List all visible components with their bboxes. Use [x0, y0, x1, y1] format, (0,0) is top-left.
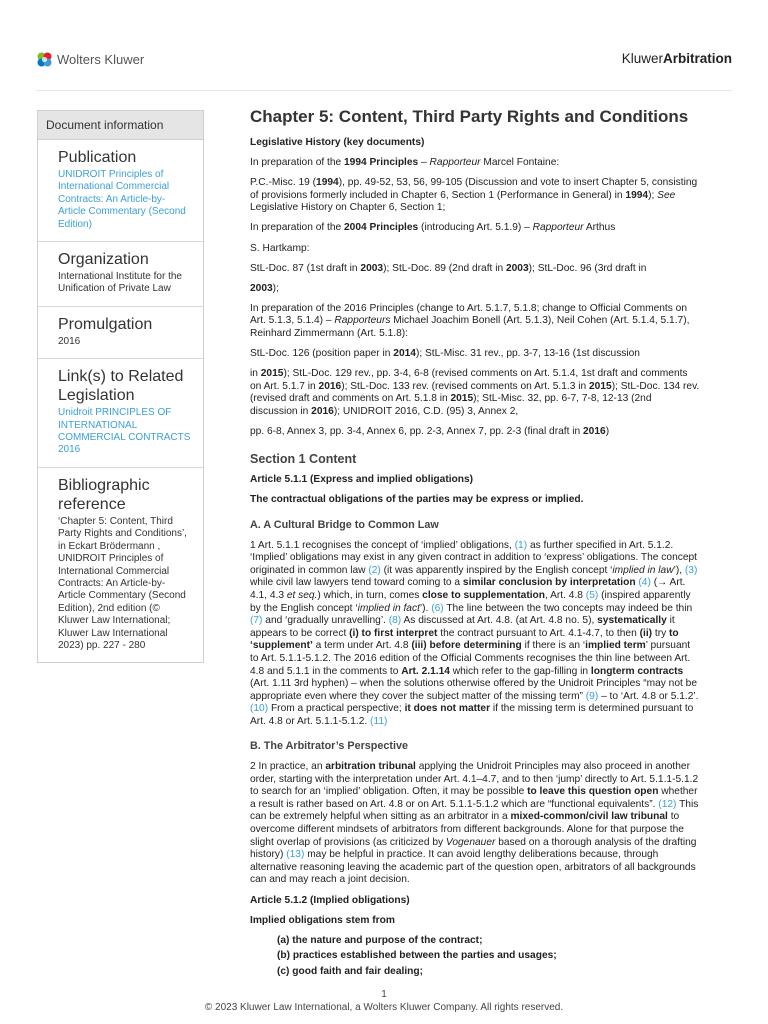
paragraph-1: 1 Art. 5.1.1 recognises the concept of ‘implied’ obligations, (1) as further specified in Art. 5.1.2. ‘Implied’ obligations may exist in any given contract in addition to ‘express’ obligations. The concept originated in common law (2) (it was apparently inspired by the English concept ‘implied in law’), (3) while civil law lawyers tend toward coming to a similar conclusion by interpretation (4) (→ Art. 4.1, 4.3 et seq.) which, in turn, comes close to supplementation, Art. 4.8 (5) (inspired apparently by the English concept ‘implied in fact’). (6) The line between the two concepts may indeed be thin (7) and ‘gradually unravelling’. (8) As discussed at Art. 4.8. (at Art. 4.8 no. 5), systematically it appears to be correct (i) to first interpret the contract pursuant to Art. 4.1-4.7, to then (ii) try to ‘supplement’ a term under Art. 4.8 (iii) before determining if there is an ‘implied term’ pursuant to Art. 5.1.1-5.1.2. The 2016 edition of the Official Comments recognises the thin line between Art. 4.8 and 5.1.1 in the comments to Art. 2.1.14 which refer to the gap-filling in longterm contracts (Art. 1.11 3rd hyphen) – when the solutions otherwise offered by the Unidroit Principles “may not be appropriate even where they cover the subject matter of the missing term” (9) – to ‘Art. 4.8 or 5.1.2’. (10) From a practical perspective; it does not matter if the missing term is determined pursuant to Art. 4.8 or Art. 5.1.1-5.1.2. (11)	[250, 539, 699, 727]
footnote-link[interactable]: (8)	[388, 615, 402, 627]
chapter-title: Chapter 5: Content, Third Party Rights and Conditions	[250, 107, 689, 126]
footnote-link[interactable]: (9)	[585, 690, 599, 702]
publication-title: Publication	[58, 149, 137, 166]
brand-bold: Arbitration	[663, 51, 732, 66]
footnote-link[interactable]: (11)	[370, 715, 388, 727]
promulgation-title: Promulgation	[58, 315, 153, 333]
leg-para-7: In preparation of the 2016 Principles (change to Art. 5.1.7, 5.1.8; change to Official Comments on Art. 5.1.3, 5.1.4) – Rapporteurs Michael Joachim Bonell (Art. 5.1.3), Neil Cohen (Art. 5.1.4, 5.1.7), Reinhard Zimmermann (Art. 5.1.8):	[250, 302, 690, 340]
page-footer	[0, 988, 768, 1014]
list-item: (c) good faith and fair dealing;	[277, 965, 424, 977]
main-content	[250, 106, 700, 981]
bibliographic-title: Bibliographic reference	[58, 476, 150, 513]
article-511-heading: Article 5.1.1 (Express and implied obligations)	[250, 474, 474, 486]
leg-para-2: P.C.-Misc. 19 (1994), pp. 49-52, 53, 56, 99-105 (Discussion and vote to insert Chapter 5, consisting of provisions formerly included in Chapter 6, Section 1 (Performance in General) in 1994); See Legislative History on Chapter 6, Section 1;	[250, 177, 698, 214]
section-1-heading: Section 1 Content	[250, 451, 357, 466]
wolters-kluwer-logo-icon	[36, 51, 53, 68]
footnote-link[interactable]: (13)	[286, 849, 305, 861]
leg-para-4: S. Hartkamp:	[250, 242, 310, 254]
kluwer-arbitration-brand[interactable]	[622, 51, 732, 66]
leg-para-3: In preparation of the 2004 Principles (introducing Art. 5.1.9) – Rapporteur Arthus	[250, 222, 616, 234]
copyright-text: © 2023 Kluwer Law International, a Wolters Kluwer Company. All rights reserved.	[204, 1002, 564, 1013]
subsection-a-heading: A. A Cultural Bridge to Common Law	[250, 518, 439, 531]
article-512-intro: Implied obligations stem from	[250, 914, 395, 926]
top-bar	[36, 48, 732, 91]
footnote-link[interactable]: (3)	[684, 564, 698, 576]
bibliographic-section	[38, 468, 203, 662]
subsection-b-heading: B. The Arbitrator’s Perspective	[250, 740, 409, 753]
legislative-history-heading: Legislative History (key documents)	[250, 137, 425, 148]
page-number: 1	[381, 989, 387, 1000]
brand-prefix: Kluwer	[621, 51, 663, 66]
leg-para-10: pp. 6-8, Annex 3, pp. 3-4, Annex 6, pp. 2-3, Annex 7, pp. 2-3 (final draft in 2016)	[250, 426, 610, 438]
article-512-heading: Article 5.1.2 (Implied obligations)	[250, 894, 410, 906]
organization-section	[38, 242, 203, 307]
list-item: (a) the nature and purpose of the contract;	[277, 934, 483, 946]
footnote-link[interactable]: (5)	[585, 589, 599, 601]
document-info-sidebar	[37, 110, 204, 663]
footnote-link[interactable]: (2)	[368, 564, 381, 576]
article-512-list	[277, 935, 700, 979]
logo-text: Wolters Kluwer	[57, 52, 145, 67]
publication-section	[38, 140, 203, 242]
leg-para-1: In preparation of the 1994 Principles – Rapporteur Marcel Fontaine:	[250, 157, 560, 169]
article-511-text: The contractual obligations of the parties may be express or implied.	[250, 494, 584, 506]
bibliographic-text: ‘Chapter 5: Content, Third Party Rights and Conditions’, in Eckart Brödermann , UNIDROIT Principles of International Commercial Contracts: An Article-by-Article Commentary (Second Edition), 2nd edition (© Kluwer Law International; Kluwer Law International 2023) pp. 227 - 280	[58, 515, 187, 651]
leg-para-6: 2003);	[250, 282, 279, 294]
footnote-link[interactable]: (7)	[250, 615, 263, 627]
leg-para-5: StL-Doc. 87 (1st draft in 2003); StL-Doc. 89 (2nd draft in 2003); StL-Doc. 96 (3rd draft in	[250, 262, 647, 274]
footnote-link[interactable]: (1)	[514, 539, 528, 551]
leg-para-9: in 2015); StL-Doc. 129 rev., pp. 3-4, 6-8 (revised comments on Art. 5.1.4, 1st draft and comments on Art. 5.1.7 in 2016); StL-Doc. 133 rev. (revised comments on Art. 5.1.3 in 2015); StL-Doc. 134 rev. (revised draft and comments on Art. 5.1.8 in 2015); StL-Misc. 32, pp. 6-7, 7-8, 12-13 (2nd discussion in 2016); UNIDROIT 2016, C.D. (95) 3, Annex 2,	[250, 368, 700, 417]
footnote-link[interactable]: (10)	[250, 703, 269, 715]
publication-link[interactable]: UNIDROIT Principles of International Commercial Contracts: An Article-by-Article Commentary (Second Edition)	[58, 169, 186, 230]
promulgation-section	[38, 307, 203, 359]
related-legislation-section	[38, 359, 203, 468]
footnote-link[interactable]: (4)	[638, 577, 651, 589]
wolters-kluwer-logo[interactable]	[36, 51, 144, 68]
organization-title: Organization	[58, 251, 149, 269]
footnote-link[interactable]: (6)	[431, 602, 444, 614]
footnote-link[interactable]: (12)	[658, 798, 677, 810]
paragraph-2: 2 In practice, an arbitration tribunal applying the Unidroit Principles may also proceed in another order, starting with the interpretation under Art. 4.1–4.7, and to then ‘jump’ directly to Art. 5.1.1-5.1.2 to search for an ‘implied’ obligation. Often, it may be possible to leave this question open whether a result is rather based on Art. 4.8 or on Art. 5.1.1-5.1.2 which are “functional equivalents”. (12) This can be extremely helpful when sitting as an arbitrator in a mixed-common/civil law tribunal to overcome different mindsets of arbitrators from different backgrounds. Alone for that purpose the slight overlap of provisions (as criticized by Vogenauer based on a thorough analysis of the drafting history) (13) may be helpful in practice. It can avoid lengthy deliberations because, through alternative reasoning leaving the academic part of the question open, arbitrators of all backgrounds can and may reach a joint decision.	[250, 761, 699, 886]
promulgation-text: 2016	[58, 335, 81, 347]
related-legislation-link[interactable]: Unidroit PRINCIPLES OF INTERNATIONAL COMMERCIAL CONTRACTS 2016	[58, 407, 191, 456]
sidebar-heading: Document information	[38, 111, 203, 140]
related-legislation-title: Link(s) to Related Legislation	[58, 368, 184, 405]
leg-para-8: StL-Doc. 126 (position paper in 2014); StL-Misc. 31 rev., pp. 3-7, 13-16 (1st discussion	[250, 348, 640, 360]
organization-text: International Institute for the Unification of Private Law	[58, 271, 182, 295]
list-item: (b) practices established between the parties and usages;	[277, 950, 557, 962]
